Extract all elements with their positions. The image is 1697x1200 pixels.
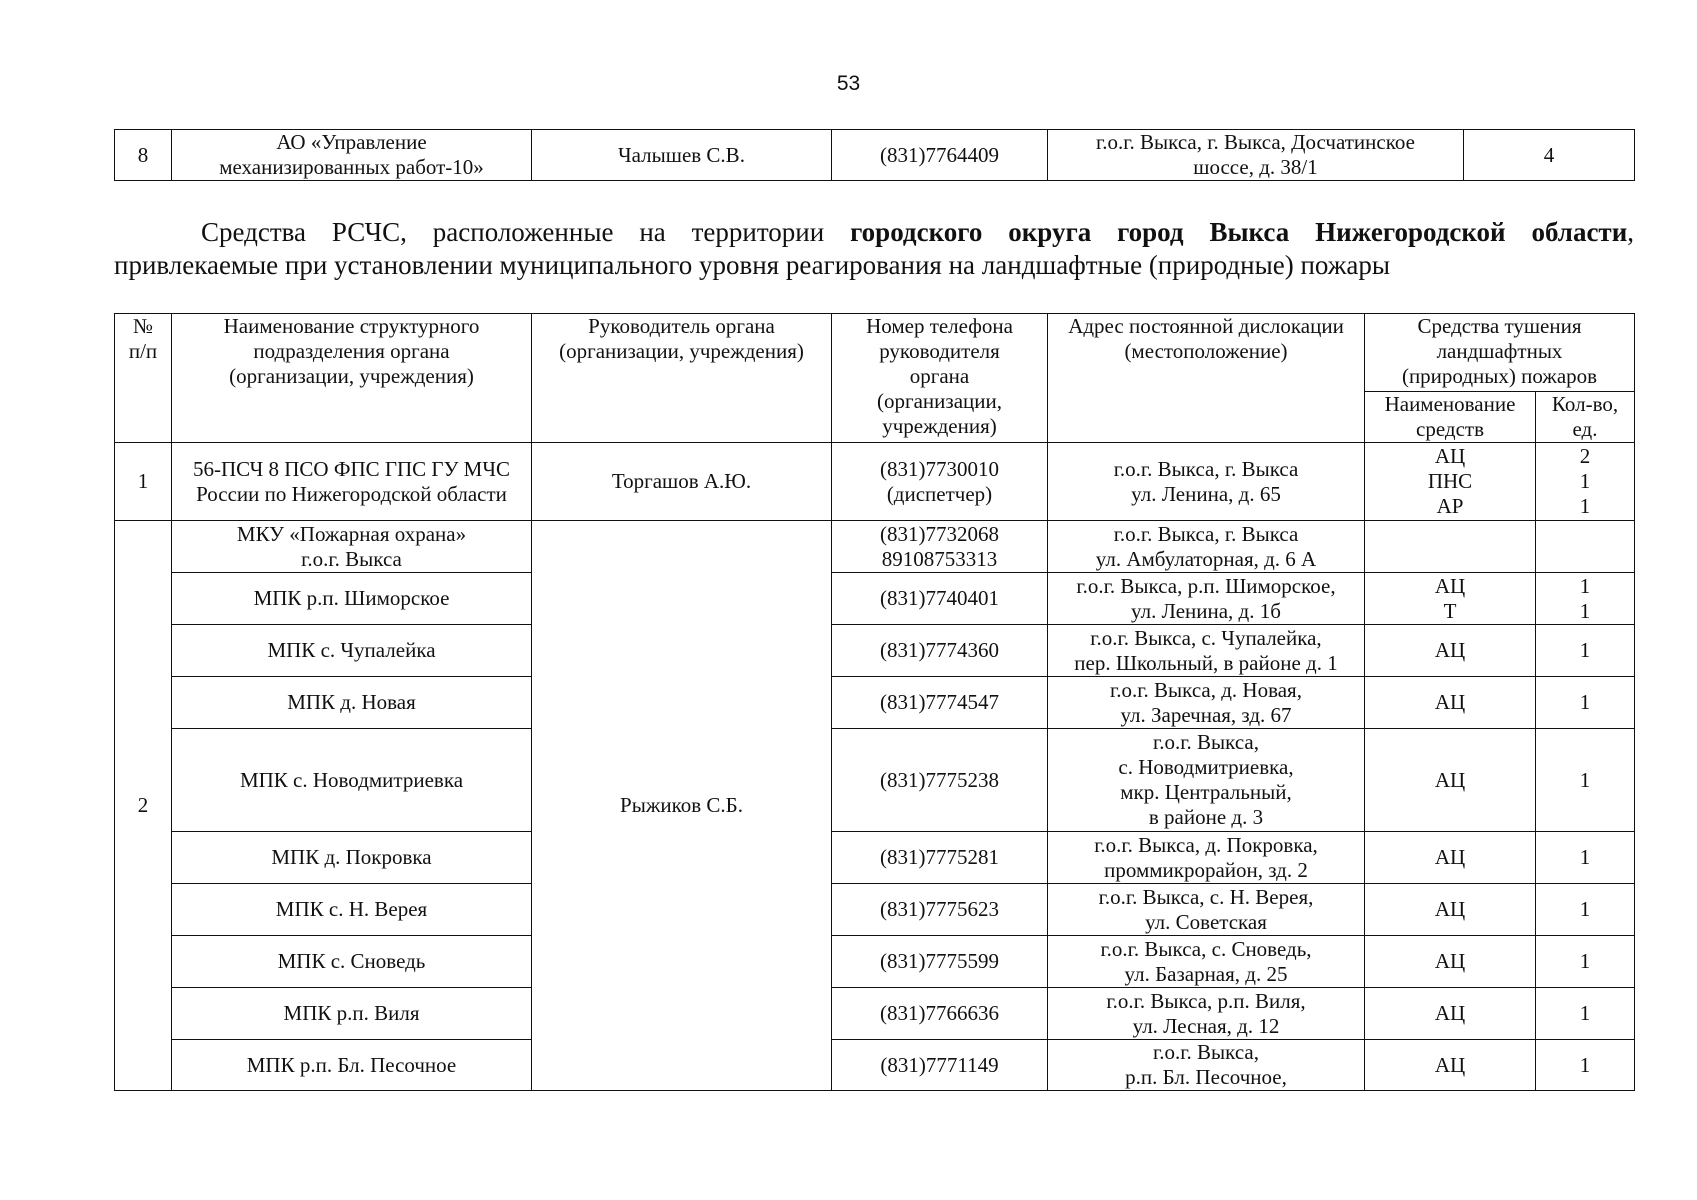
header-head (532, 314, 832, 443)
cell-line: (831)7774547 (880, 690, 999, 714)
phone: (831)7764409 (832, 130, 1048, 181)
cell-line: (831)7732068 (880, 521, 999, 546)
cell-line: учреждения) (882, 414, 997, 438)
means-name (1365, 677, 1536, 729)
cell-line: Номер телефона (866, 314, 1013, 338)
cell-line: г.о.г. Выкса (301, 546, 402, 571)
table-row (115, 625, 1635, 677)
cell-line: ул. Ленина, д. 65 (1131, 481, 1281, 506)
cell-line: г.о.г. Выкса, г. Выкса (1113, 521, 1299, 546)
table-row (115, 832, 1635, 884)
table-row (115, 130, 1635, 181)
cell-line: 1 (1579, 897, 1591, 921)
address (1048, 677, 1365, 729)
means-name (1365, 936, 1536, 988)
cell-line: (831)7771149 (880, 1052, 999, 1077)
phone (832, 1040, 1048, 1091)
heading-bold: городского округа город Выкса Нижегородской области (850, 217, 1628, 247)
cell-line: г.о.г. Выкса, д. Новая, (1110, 677, 1302, 702)
cell-line: 1 (1579, 1001, 1591, 1025)
cell-line: АР (1436, 494, 1464, 518)
cell-line: 1 (1579, 598, 1591, 623)
phone (832, 677, 1048, 729)
org-name (172, 884, 532, 936)
head-name: Торгашов А.Ю. (532, 443, 832, 521)
cell-line: МПК р.п. Виля (283, 1001, 420, 1025)
means-qty (1536, 521, 1635, 573)
phone (832, 573, 1048, 625)
cell-line: с. Новодмитриевка, (1118, 755, 1294, 779)
cell-line: ед. (1572, 417, 1598, 441)
org-name (172, 729, 532, 832)
cell-line: 1 (1579, 494, 1591, 518)
cell-line: Кол-во, (1551, 392, 1619, 416)
cell-line: г.о.г. Выкса, г. Выкса, Досчатинское (1096, 130, 1415, 154)
cell-line: 1 (1579, 469, 1591, 493)
cell-line: г.о.г. Выкса, р.п. Виля, (1106, 988, 1306, 1013)
cell-line: (831)7775623 (880, 897, 999, 921)
cell-line: г.о.г. Выкса, г. Выкса (1113, 456, 1299, 481)
org-name (172, 521, 532, 573)
cell-line: № (132, 314, 154, 338)
row-number: 1 (115, 443, 172, 521)
address (1048, 988, 1365, 1040)
section-heading (114, 216, 1634, 282)
address (1048, 729, 1365, 832)
header-org (172, 314, 532, 443)
cell-line: (831)7766636 (880, 1001, 999, 1025)
org-name (172, 832, 532, 884)
cell-line: 1 (1579, 573, 1591, 598)
phone (832, 884, 1048, 936)
cell-line: 1 (1579, 1052, 1591, 1077)
header-means-qty (1536, 392, 1635, 443)
means-qty (1536, 832, 1635, 884)
org-name (172, 130, 532, 181)
cell-line: средств (1416, 417, 1484, 441)
cell-line: 1 (1579, 767, 1591, 792)
header-phone (832, 314, 1048, 443)
cell-line: ул. Амбулаторная, д. 6 А (1095, 546, 1317, 571)
address (1048, 884, 1365, 936)
phone (832, 832, 1048, 884)
cell-line: АЦ (1434, 767, 1466, 792)
cell-line: МПК р.п. Шиморское (253, 586, 450, 610)
phone (832, 521, 1048, 573)
phone (832, 443, 1048, 521)
address (1048, 521, 1365, 573)
cell-line: (организации, учреждения) (229, 364, 474, 388)
cell-line: (диспетчер) (886, 481, 993, 506)
phone (832, 988, 1048, 1040)
cell-line: г.о.г. Выкса, р.п. Шиморское, (1076, 573, 1336, 598)
table-row (115, 729, 1635, 832)
cell-line: МПК с. Н. Верея (275, 897, 428, 921)
org-name (172, 677, 532, 729)
org-name (172, 625, 532, 677)
cell-line: АЦ (1434, 845, 1466, 869)
means-qty (1536, 573, 1635, 625)
cell-line: г.о.г. Выкса, с. Н. Верея, (1098, 884, 1314, 909)
org-name (172, 988, 532, 1040)
cell-line: (природных) пожаров (1401, 364, 1598, 388)
org-name (172, 1040, 532, 1091)
cell-line: Руководитель органа (588, 314, 775, 338)
means-name (1365, 521, 1536, 573)
means-qty (1536, 729, 1635, 832)
table-row (115, 988, 1635, 1040)
cell-line: р.п. Бл. Песочное, (1125, 1065, 1287, 1089)
header-means-name (1365, 392, 1536, 443)
header-num (115, 314, 172, 443)
cell-line: ул. Советская (1145, 909, 1267, 934)
means-qty (1536, 936, 1635, 988)
cell-line: 1 (1579, 690, 1591, 714)
cell-line: АЦ (1434, 897, 1466, 921)
header-means (1365, 314, 1635, 392)
cell-line: ул. Заречная, зд. 67 (1120, 702, 1292, 727)
cell-line: (831)7774360 (880, 638, 999, 662)
cell-line: г.о.г. Выкса, (1153, 730, 1259, 754)
cell-line: ул. Ленина, д. 1б (1131, 598, 1281, 623)
cell-line: ландшафтных (1436, 339, 1563, 363)
table-row (115, 443, 1635, 521)
cell-line: г.о.г. Выкса, с. Сноведь, (1100, 936, 1312, 961)
cell-line: руководителя (879, 339, 1000, 363)
cell-line: г.о.г. Выкса, д. Покровка, (1094, 832, 1318, 857)
cell-line: (831)7775238 (880, 767, 999, 792)
page-number: 53 (836, 72, 861, 95)
header-row (115, 314, 1635, 392)
cell-line: (организации, (877, 389, 1002, 413)
header-address (1048, 314, 1365, 443)
cell-line: Т (1443, 598, 1457, 623)
org-name (172, 443, 532, 521)
table-row (115, 884, 1635, 936)
table-row (115, 936, 1635, 988)
org-name (172, 936, 532, 988)
cell-line: г.о.г. Выкса, (1153, 1040, 1259, 1064)
continued-table (114, 129, 1635, 181)
cell-line: пер. Школьный, в районе д. 1 (1074, 650, 1338, 675)
means-qty (1536, 884, 1635, 936)
cell-line: (организации, учреждения) (559, 339, 804, 363)
cell-line: АЦ (1434, 690, 1466, 714)
cell-line: 1 (1579, 638, 1591, 662)
means-name (1365, 729, 1536, 832)
address (1048, 936, 1365, 988)
cell-line: 1 (1579, 845, 1591, 869)
means-qty (1536, 1040, 1635, 1091)
cell-line: ул. Базарная, д. 25 (1124, 961, 1288, 986)
cell-line: (местоположение) (1124, 339, 1288, 363)
means-qty (1536, 988, 1635, 1040)
cell-line: МПК д. Покровка (271, 845, 432, 869)
address (1048, 625, 1365, 677)
cell-line: АЦ (1434, 949, 1466, 973)
address (1048, 832, 1365, 884)
cell-line: мкр. Центральный, (1120, 780, 1292, 804)
cell-line: МПК р.п. Бл. Песочное (246, 1052, 457, 1077)
head-name: Чалышев С.В. (532, 130, 832, 181)
phone (832, 729, 1048, 832)
cell-line: (831)7775281 (880, 845, 999, 869)
heading-line-2: привлекаемые при установлении муниципального уровня реагирования на ландшафтные (природные) пожары (114, 250, 1391, 280)
address (1048, 1040, 1365, 1091)
phone (832, 936, 1048, 988)
cell-line: подразделения органа (253, 339, 450, 363)
cell-line: МПК с. Чупалейка (267, 638, 436, 662)
heading-line-1: Средства РСЧС, расположенные на территории городского округа город Выкса Нижегородской области, (201, 217, 1635, 247)
row-number: 2 (115, 521, 172, 1091)
cell-line: Наименование (1384, 392, 1516, 416)
org-name (172, 573, 532, 625)
cell-line: (831)7775599 (880, 949, 999, 973)
phone (832, 625, 1048, 677)
cell-line: МПК д. Новая (287, 690, 416, 714)
cell-line: МПК с. Сноведь (277, 949, 426, 973)
cell-line: России по Нижегородской области (196, 481, 507, 506)
forces-table (114, 313, 1635, 1091)
cell-line: Адрес постоянной дислокации (1068, 314, 1344, 338)
address (1048, 130, 1464, 181)
cell-line: Средства тушения (1417, 314, 1582, 338)
quantity: 4 (1464, 130, 1635, 181)
cell-line: АЦ (1434, 1052, 1466, 1077)
means-qty (1536, 625, 1635, 677)
means-qty (1536, 677, 1635, 729)
means-name (1365, 1040, 1536, 1091)
means-name (1365, 443, 1536, 521)
cell-line: проммикрорайон, зд. 2 (1104, 857, 1308, 882)
address (1048, 443, 1365, 521)
cell-line: в районе д. 3 (1148, 805, 1264, 829)
table-row (115, 521, 1635, 573)
means-name (1365, 625, 1536, 677)
means-name (1365, 988, 1536, 1040)
row-number: 8 (115, 130, 172, 181)
table-row (115, 677, 1635, 729)
cell-line: (831)7740401 (880, 586, 999, 610)
cell-line: АЦ (1434, 1001, 1466, 1025)
cell-line: 1 (1579, 949, 1591, 973)
cell-line: п/п (128, 339, 158, 363)
head-name: Рыжиков С.Б. (532, 521, 832, 1091)
means-qty (1536, 443, 1635, 521)
cell-line: г.о.г. Выкса, с. Чупалейка, (1090, 625, 1322, 650)
cell-line: (831)7730010 (880, 456, 999, 481)
table-row (115, 1040, 1635, 1091)
cell-line: Наименование структурного (223, 314, 480, 338)
cell-line: МКУ «Пожарная охрана» (236, 521, 467, 546)
means-name (1365, 884, 1536, 936)
cell-line: механизированных работ-10» (219, 155, 484, 179)
cell-line: АО «Управление (276, 130, 427, 154)
cell-line: 89108753313 (881, 546, 998, 571)
cell-line: органа (909, 364, 970, 388)
cell-line: 2 (1579, 444, 1591, 468)
means-name (1365, 832, 1536, 884)
cell-line: ул. Лесная, д. 12 (1132, 1013, 1280, 1038)
table-row (115, 573, 1635, 625)
cell-line: 56-ПСЧ 8 ПСО ФПС ГПС ГУ МЧС (192, 456, 511, 481)
cell-line: АЦ (1434, 638, 1466, 662)
means-name (1365, 573, 1536, 625)
cell-line: АЦ (1434, 444, 1466, 468)
cell-line: ПНС (1427, 469, 1473, 493)
cell-line: МПК с. Новодмитриевка (239, 767, 464, 792)
address (1048, 573, 1365, 625)
cell-line: АЦ (1434, 573, 1466, 598)
cell-line: шоссе, д. 38/1 (1193, 155, 1318, 179)
